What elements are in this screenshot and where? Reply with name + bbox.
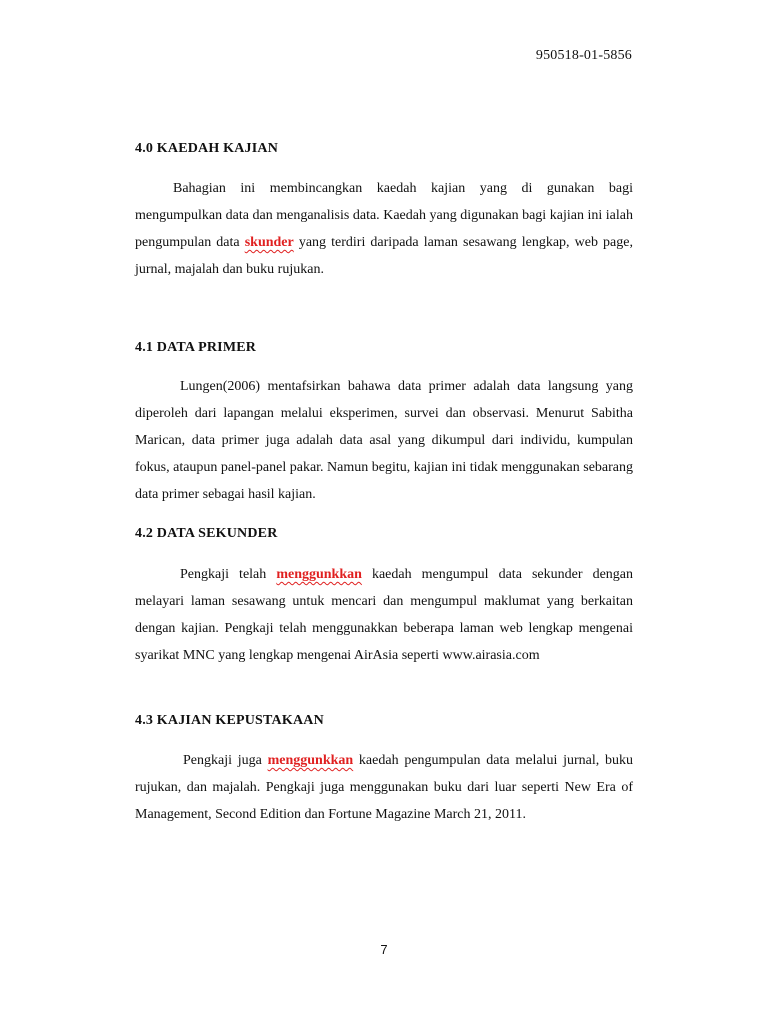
spelling-flag-menggunkkan[interactable]: menggunkkan <box>267 753 354 768</box>
spelling-flag-menggunkkan[interactable]: menggunkkan <box>276 567 362 582</box>
header-document-id: 950518-01-5856 <box>535 48 632 63</box>
paragraph-text: Bahagian ini membincangkan kaedah kajian yang di gunakan bagi mengumpulkan data dan menganalisis data. Kaedah yang digunakan bagi kajian ini ialah pengumpulan data <box>135 181 633 250</box>
section-heading-4-1: 4.1 DATA PRIMER <box>135 340 257 355</box>
page-number: 7 <box>380 942 388 957</box>
paragraph-text: kaedah pengumpulan data melalui jurnal, buku rujukan, dan majalah. Pengkaji juga menggunakan buku dari luar seperti New Era of Management, Second Edition dan Fortune Magazine March 21, 2011. <box>135 753 633 822</box>
spelling-flag-skunder[interactable]: skunder <box>244 235 294 250</box>
paragraph-4-3 <box>135 747 633 828</box>
section-heading-4-0: 4.0 KAEDAH KAJIAN <box>135 141 279 156</box>
paragraph-4-2 <box>135 561 633 669</box>
paragraph-text: kaedah mengumpul data sekunder dengan melayari laman sesawang untuk mencari dan mengumpul maklumat yang berkaitan dengan kajian. Pengkaji telah menggunakkan beberapa laman web lengkap mengenai syarikat MNC yang lengkap mengenai AirAsia seperti www.airasia.com <box>135 567 633 663</box>
paragraph-4-0 <box>135 175 633 283</box>
paragraph-4-1: Lungen(2006) mentafsirkan bahawa data primer adalah data langsung yang diperoleh dari lapangan melalui eksperimen, survei dan observasi. Menurut Sabitha Marican, data primer juga adalah data asal yang dikumpul dari individu, kumpulan fokus, ataupun panel-panel pakar. Namun begitu, kajian ini tidak menggunakan sebarang data primer sebagai hasil kajian. <box>135 379 634 502</box>
paragraph-text: Pengkaji juga <box>183 753 268 768</box>
section-heading-4-2: 4.2 DATA SEKUNDER <box>135 526 278 541</box>
paragraph-text: Pengkaji telah <box>180 567 277 582</box>
section-heading-4-3: 4.3 KAJIAN KEPUSTAKAAN <box>135 713 324 728</box>
paragraph-text: yang terdiri daripada laman sesawang lengkap, web page, jurnal, majalah dan buku rujukan. <box>135 235 633 277</box>
